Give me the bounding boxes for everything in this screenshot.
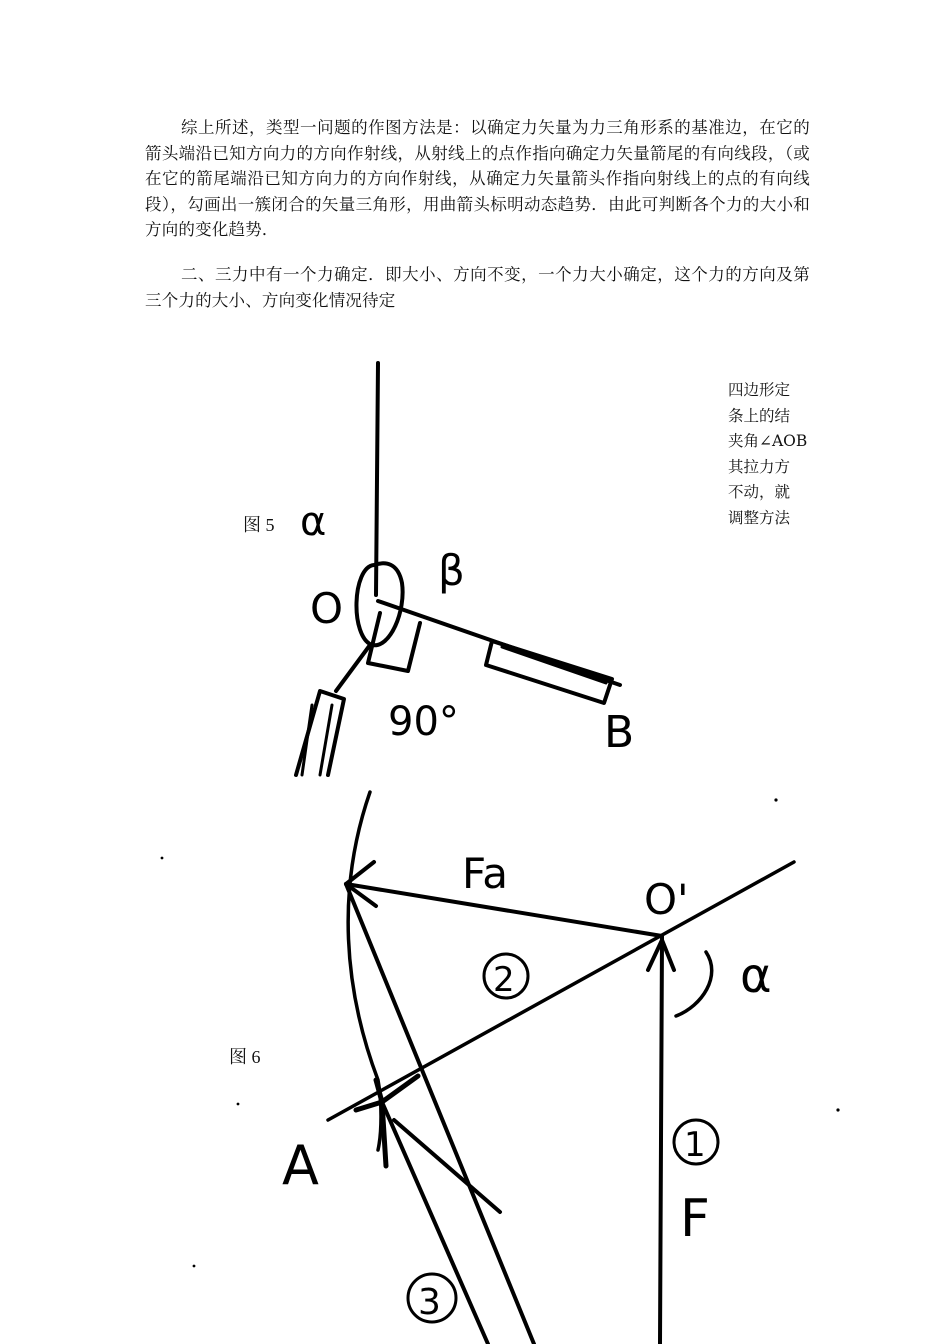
right-angle-mark	[368, 613, 420, 671]
scan-speck	[161, 857, 164, 860]
ring-o	[356, 563, 402, 645]
point-o-prime-label: O'	[644, 875, 689, 924]
figure-5-sketch	[240, 355, 660, 775]
spring-scale-line	[302, 705, 332, 775]
alpha-label: α	[740, 948, 772, 1004]
point-o-label: O	[310, 584, 344, 633]
alpha-arc	[676, 952, 712, 1016]
a-arrowhead	[356, 1076, 418, 1166]
trajectory-arc	[348, 792, 381, 1150]
figure-5-label: 图 5	[243, 515, 275, 535]
rope-oa	[336, 645, 370, 691]
scan-speck	[836, 1108, 839, 1111]
vector-f	[660, 936, 662, 1344]
spring-scale-line	[502, 647, 606, 683]
section-two-paragraph: 二、三力中有一个力确定．即大小、方向不变，一个力大小确定，这个力的方向及第三个力的大小、方向变化情况待定	[145, 265, 810, 310]
beta-label: β	[438, 546, 465, 595]
ray-o-prime	[328, 862, 794, 1120]
scan-speck	[774, 798, 777, 801]
angle-90-label: 90°	[388, 699, 459, 745]
partially-covered-text	[728, 378, 818, 531]
scan-speck	[193, 1265, 196, 1268]
circle-2-label: 2	[493, 960, 515, 1000]
side-text-line: 其拉力方	[728, 457, 791, 476]
circle-3-label: 3	[418, 1282, 441, 1323]
point-b-label: B	[604, 707, 635, 758]
side-text-line: 四边形定	[728, 381, 791, 399]
side-text-line: 调整方法	[728, 508, 791, 527]
summary-paragraph: 综上所述，类型一问题的作图方法是：以确定力矢量为力三角形系的基准边，在它的箭头端沿已知方向力的方向作射线，从射线上的点作指向确定力矢量箭尾的有向线段，（或在它的箭尾端沿已知方向力的方向作射线，从确定力矢量箭头作指向射线上的点的有向线段），勾画出一簇闭合的矢量三角形，用曲箭头标明动态趋势．由此可判断各个力的大小和方向的变化趋势．	[145, 118, 810, 239]
fa-label: Fa	[462, 849, 509, 898]
scan-speck	[237, 1103, 240, 1106]
point-a-label: A	[282, 1134, 319, 1197]
vertical-rope	[376, 363, 378, 595]
side-text-line: 夹角∠AOB	[728, 432, 808, 450]
spring-balance-b	[486, 641, 612, 703]
side-text-line: 条上的结	[728, 406, 791, 425]
side-text-line: 不动，就	[728, 483, 791, 501]
circle-1-label: 1	[684, 1125, 706, 1165]
alpha-label: α	[300, 499, 327, 545]
figure-6-sketch	[150, 780, 850, 1344]
force-f-label: F	[680, 1189, 710, 1249]
figure-6-label: 图 6	[229, 1047, 261, 1067]
